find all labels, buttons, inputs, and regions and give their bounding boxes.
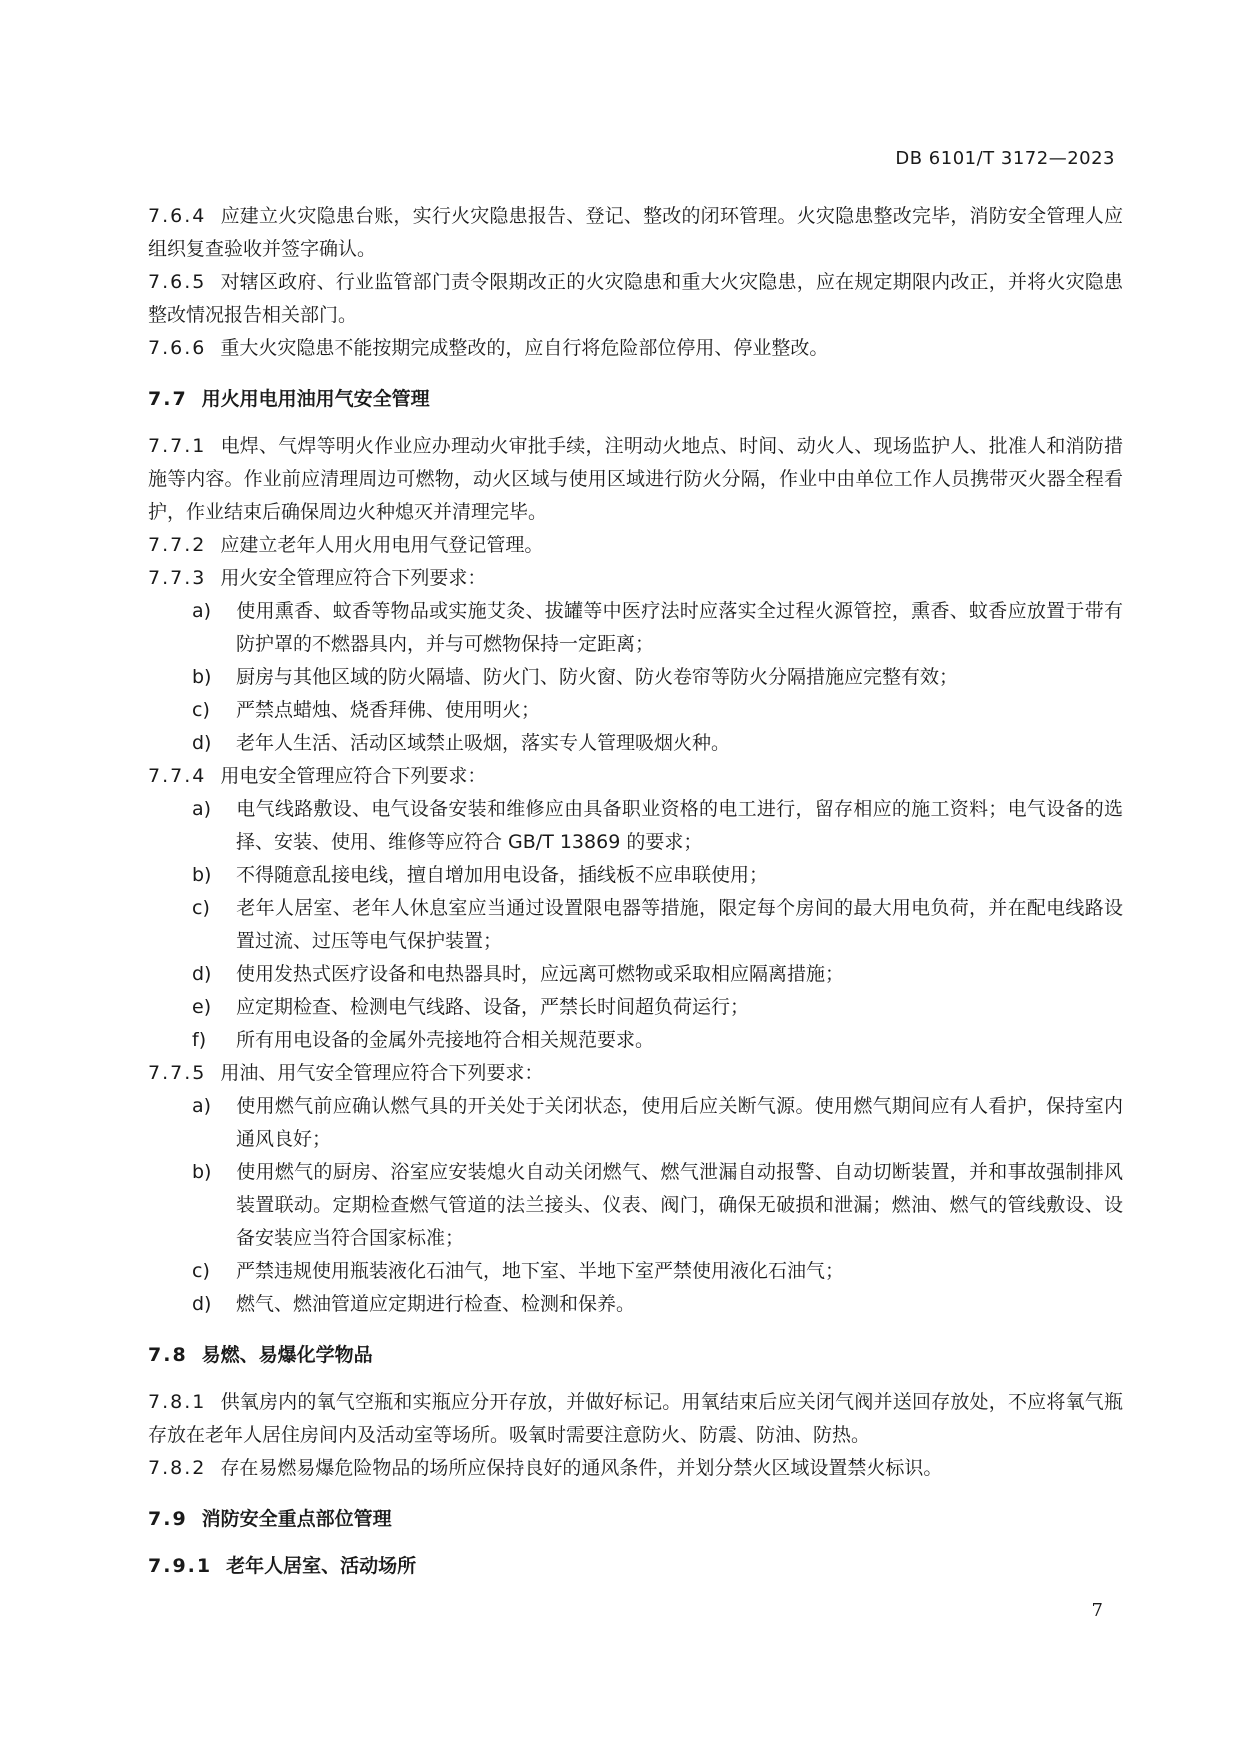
- list-item: [148, 1024, 1123, 1057]
- item-label: f): [192, 1029, 207, 1051]
- clause-text: 应建立老年人用火用电用气登记管理。: [220, 534, 544, 556]
- list-item: [148, 958, 1123, 991]
- section-title: 易燃、易爆化学物品: [201, 1344, 373, 1366]
- clause-7-6-5: [148, 266, 1123, 332]
- clause-text: 存在易燃易爆危险物品的场所应保持良好的通风条件，并划分禁火区域设置禁火标识。: [220, 1457, 943, 1479]
- clause-text: 供氧房内的氧气空瓶和实瓶应分开存放，并做好标记。用氧结束后应关闭气阀并送回存放处，不应将氧气瓶存放在老年人居住房间内及活动室等场所。吸氧时需要注意防火、防震、防油、防热。: [148, 1391, 1123, 1446]
- list-item: [148, 793, 1123, 859]
- section-title: 用火用电用油用气安全管理: [201, 388, 430, 410]
- clause-number: 7.7.4: [148, 765, 207, 787]
- section-title: 老年人居室、活动场所: [226, 1555, 417, 1577]
- item-text: 应定期检查、检测电气线路、设备，严禁长时间超负荷运行；: [236, 996, 750, 1018]
- item-text: 所有用电设备的金属外壳接地符合相关规范要求。: [236, 1029, 655, 1051]
- section-heading-7-7: [148, 383, 1123, 416]
- clause-text: 对辖区政府、行业监管部门责令限期改正的火灾隐患和重大火灾隐患，应在规定期限内改正，并将火灾隐患整改情况报告相关部门。: [148, 271, 1123, 326]
- list-item: [148, 892, 1123, 958]
- clause-number: 7.6.6: [148, 337, 207, 359]
- clause-7-6-4: [148, 200, 1123, 266]
- list-item: [148, 694, 1123, 727]
- list-item: [148, 1288, 1123, 1321]
- document-body: [148, 200, 1123, 1583]
- clause-number: 7.6.5: [148, 271, 207, 293]
- item-text: 使用燃气的厨房、浴室应安装熄火自动关闭燃气、燃气泄漏自动报警、自动切断装置，并和事故强制排风装置联动。定期检查燃气管道的法兰接头、仪表、阀门，确保无破损和泄漏；燃油、燃气的管线敷设、设备安装应当符合国家标准；: [236, 1161, 1123, 1249]
- clause-number: 7.7.5: [148, 1062, 207, 1084]
- item-label: e): [192, 996, 212, 1018]
- clause-7-7-3: [148, 562, 1123, 595]
- item-text: 燃气、燃油管道应定期进行检查、检测和保养。: [236, 1293, 636, 1315]
- item-label: d): [192, 732, 212, 754]
- list-item: [148, 991, 1123, 1024]
- item-label: c): [192, 1260, 210, 1282]
- clause-number: 7.6.4: [148, 205, 207, 227]
- list-item: [148, 595, 1123, 661]
- item-text: 严禁点蜡烛、烧香拜佛、使用明火；: [236, 699, 541, 721]
- clause-number: 7.8.1: [148, 1391, 207, 1413]
- section-number: 7.8: [148, 1344, 188, 1366]
- item-text: 老年人居室、老年人休息室应当通过设置限电器等措施，限定每个房间的最大用电负荷，并在配电线路设置过流、过压等电气保护装置；: [236, 897, 1123, 952]
- clause-7-7-4: [148, 760, 1123, 793]
- clause-7-8-1: [148, 1386, 1123, 1452]
- item-text: 电气线路敷设、电气设备安装和维修应由具备职业资格的电工进行，留存相应的施工资料；电气设备的选择、安装、使用、维修等应符合 GB/T 13869 的要求；: [236, 798, 1123, 853]
- clause-number: 7.7.3: [148, 567, 207, 589]
- list-item: [148, 1090, 1123, 1156]
- page-number: 7: [1091, 1600, 1103, 1621]
- clause-7-7-1: [148, 430, 1123, 529]
- section-title: 消防安全重点部位管理: [201, 1508, 392, 1530]
- item-label: c): [192, 699, 210, 721]
- clause-number: 7.7.1: [148, 435, 207, 457]
- item-label: d): [192, 963, 212, 985]
- clause-text: 用电安全管理应符合下列要求：: [220, 765, 487, 787]
- item-text: 使用发热式医疗设备和电热器具时，应远离可燃物或采取相应隔离措施；: [236, 963, 845, 985]
- item-text: 厨房与其他区域的防火隔墙、防火门、防火窗、防火卷帘等防火分隔措施应完整有效；: [236, 666, 959, 688]
- clause-7-8-2: [148, 1452, 1123, 1485]
- item-text: 使用燃气前应确认燃气具的开关处于关闭状态，使用后应关断气源。使用燃气期间应有人看护，保持室内通风良好；: [236, 1095, 1123, 1150]
- item-text: 不得随意乱接电线，擅自增加用电设备，插线板不应串联使用；: [236, 864, 769, 886]
- clause-text: 电焊、气焊等明火作业应办理动火审批手续，注明动火地点、时间、动火人、现场监护人、批准人和消防措施等内容。作业前应清理周边可燃物，动火区域与使用区域进行防火分隔，作业中由单位工作人员携带灭火器全程看护，作业结束后确保周边火种熄灭并清理完毕。: [148, 435, 1123, 523]
- clause-text: 应建立火灾隐患台账，实行火灾隐患报告、登记、整改的闭环管理。火灾隐患整改完毕，消防安全管理人应组织复查验收并签字确认。: [148, 205, 1123, 260]
- item-text: 使用熏香、蚊香等物品或实施艾灸、拔罐等中医疗法时应落实全过程火源管控，熏香、蚊香应放置于带有防护罩的不燃器具内，并与可燃物保持一定距离；: [236, 600, 1123, 655]
- subsection-heading-7-9-1: [148, 1550, 1123, 1583]
- section-number: 7.9: [148, 1508, 188, 1530]
- list-item: [148, 661, 1123, 694]
- list-item: [148, 1156, 1123, 1255]
- item-text: 严禁违规使用瓶装液化石油气，地下室、半地下室严禁使用液化石油气；: [236, 1260, 845, 1282]
- item-label: a): [192, 798, 212, 820]
- list-item: [148, 859, 1123, 892]
- item-label: b): [192, 666, 212, 688]
- section-number: 7.9.1: [148, 1555, 213, 1577]
- standard-code: DB 6101/T 3172—2023: [895, 148, 1115, 169]
- section-heading-7-9: [148, 1503, 1123, 1536]
- list-item: [148, 1255, 1123, 1288]
- section-heading-7-8: [148, 1339, 1123, 1372]
- clause-7-7-2: [148, 529, 1123, 562]
- clause-7-7-5: [148, 1057, 1123, 1090]
- clause-text: 用火安全管理应符合下列要求：: [220, 567, 487, 589]
- item-label: d): [192, 1293, 212, 1315]
- item-label: c): [192, 897, 210, 919]
- clause-text: 重大火灾隐患不能按期完成整改的，应自行将危险部位停用、停业整改。: [220, 337, 829, 359]
- clause-number: 7.8.2: [148, 1457, 207, 1479]
- clause-7-6-6: [148, 332, 1123, 365]
- item-text: 老年人生活、活动区域禁止吸烟，落实专人管理吸烟火种。: [236, 732, 731, 754]
- list-item: [148, 727, 1123, 760]
- clause-number: 7.7.2: [148, 534, 207, 556]
- item-label: b): [192, 864, 212, 886]
- item-label: a): [192, 1095, 212, 1117]
- clause-text: 用油、用气安全管理应符合下列要求：: [220, 1062, 544, 1084]
- item-label: b): [192, 1161, 212, 1183]
- item-label: a): [192, 600, 212, 622]
- section-number: 7.7: [148, 388, 188, 410]
